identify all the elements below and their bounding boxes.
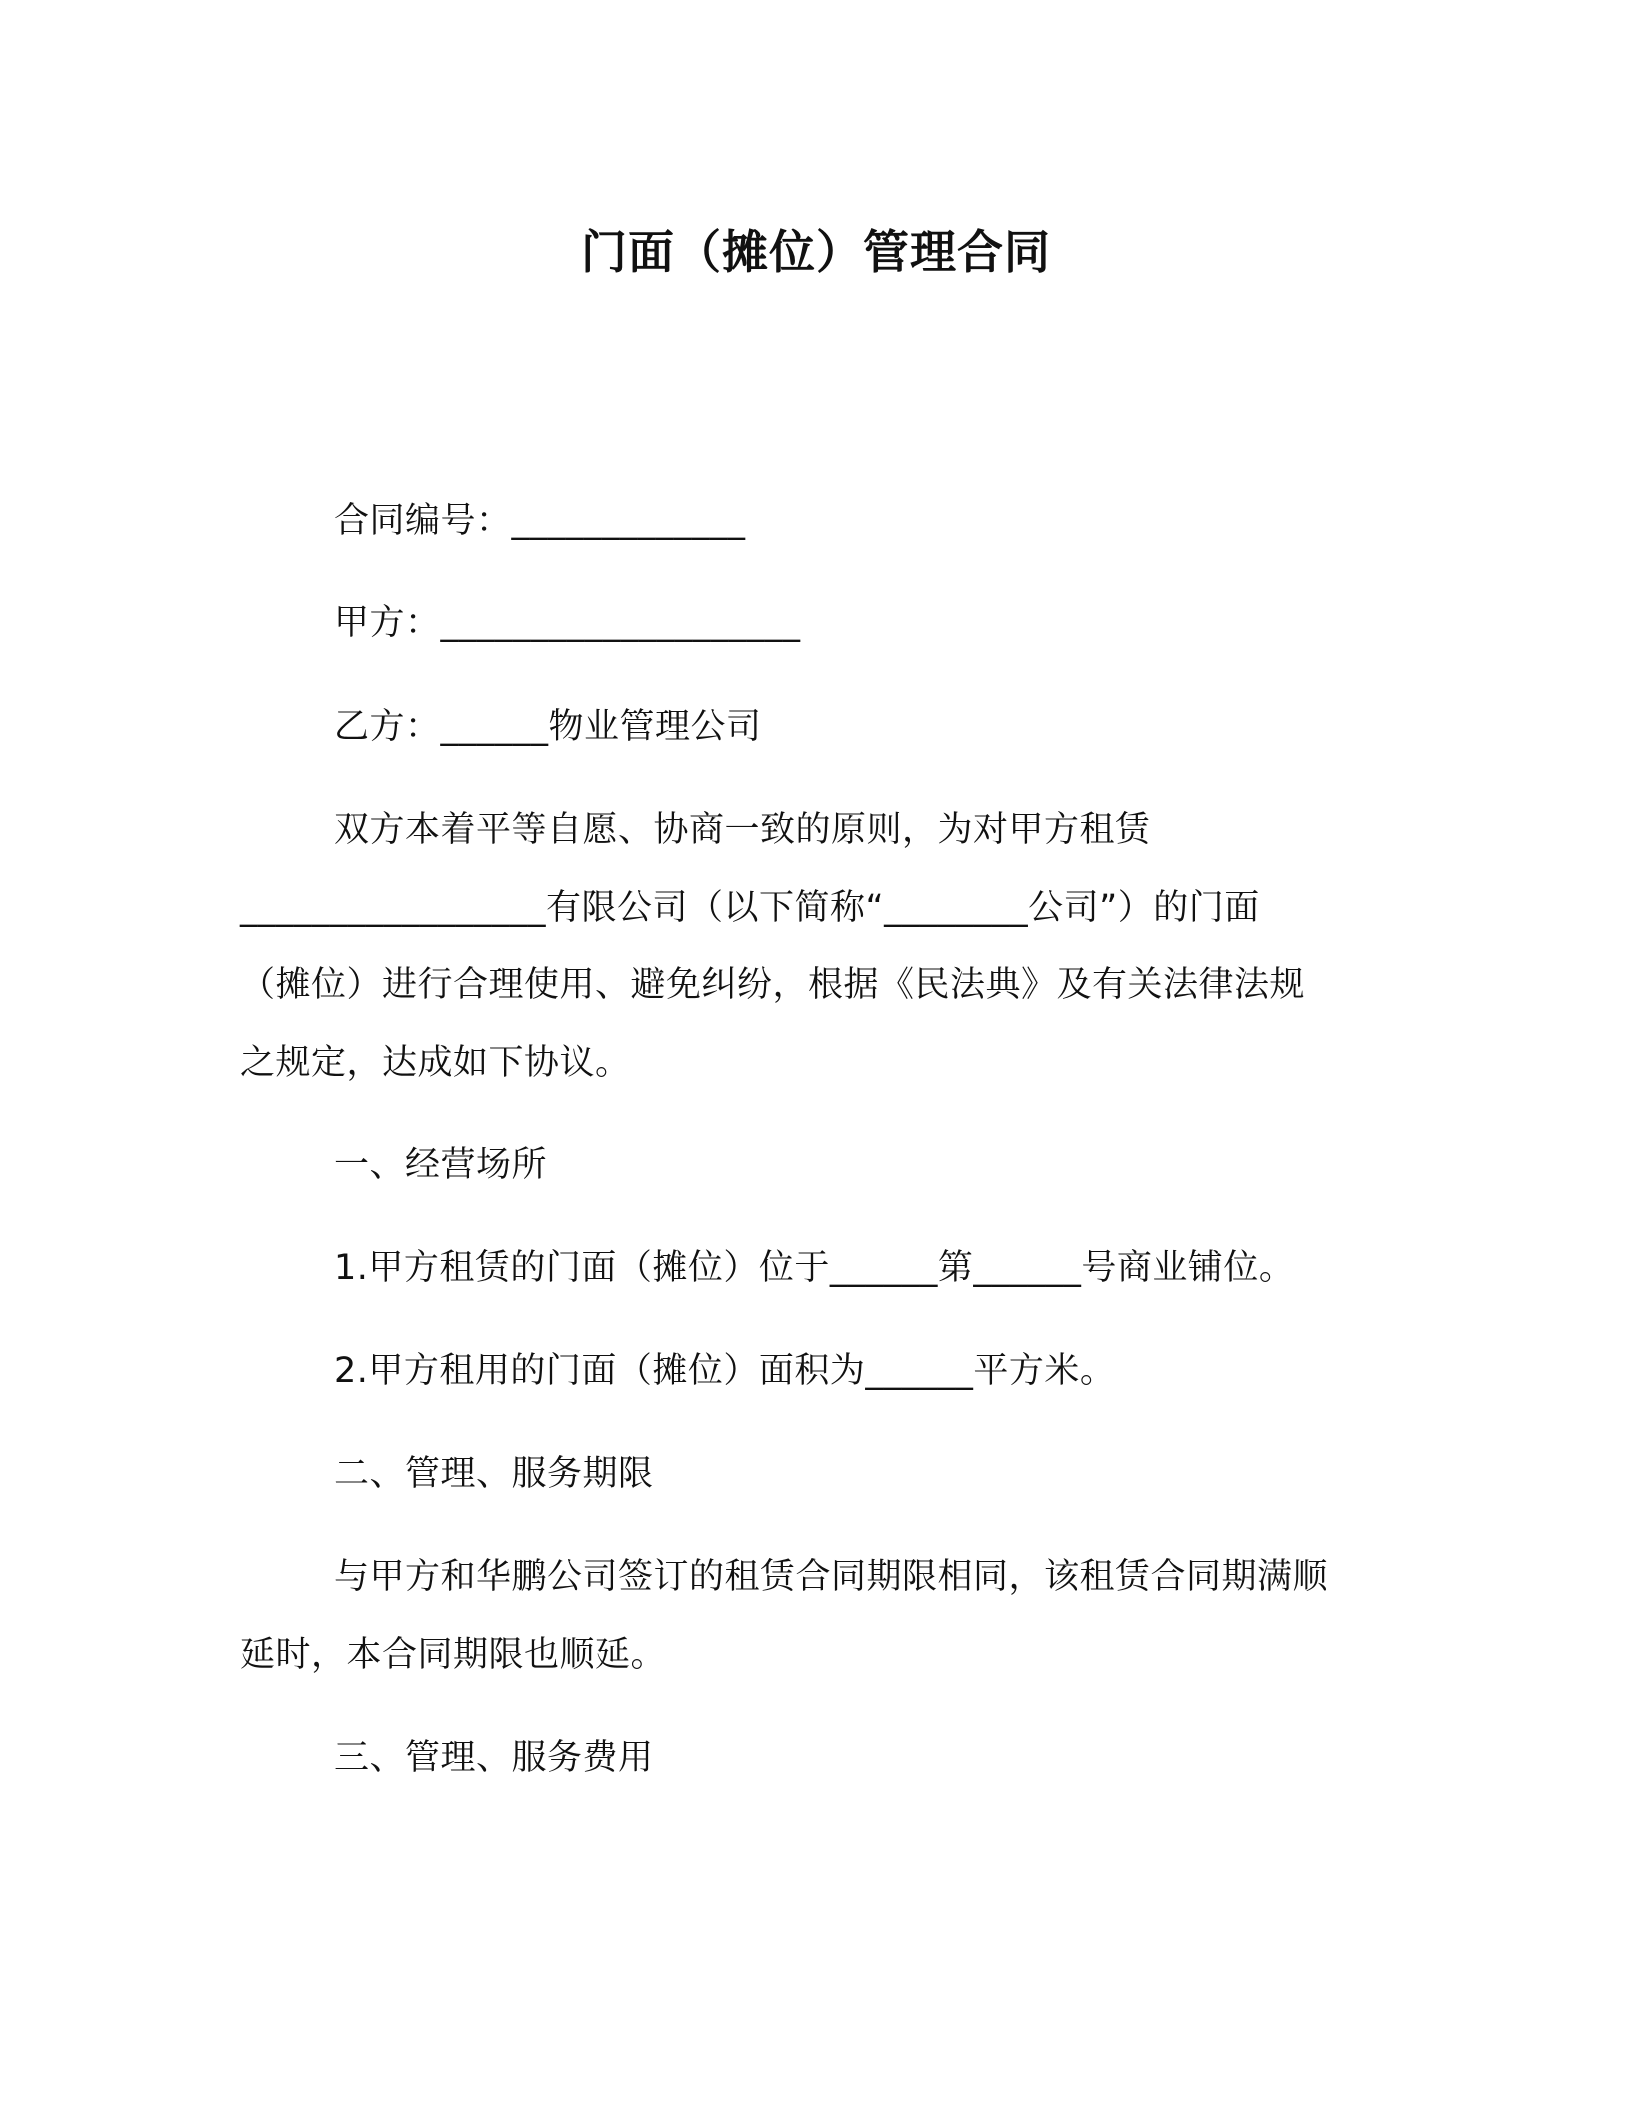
- clause-2-line-1: 与甲方和华鹏公司签订的租赁合同期限相同，该租赁合同期满顺: [334, 1557, 1329, 1597]
- preamble-line-2: _________________有限公司（以下简称“________公司”）的门面: [240, 888, 1260, 928]
- preamble-line-1: 双方本着平等自愿、协商一致的原则，为对甲方租赁: [334, 810, 1151, 850]
- contract-number-line: 合同编号：_____________: [334, 501, 746, 541]
- section-heading-3: 三、管理、服务费用: [334, 1738, 654, 1778]
- document-title: 门面（摊位）管理合同: [581, 225, 1051, 279]
- section-heading-2: 二、管理、服务期限: [334, 1454, 654, 1494]
- clause-1-1: 1.甲方租赁的门面（摊位）位于______第______号商业铺位。: [334, 1248, 1295, 1288]
- party-a-line: 甲方：____________________: [334, 603, 801, 643]
- preamble-line-4: 之规定，达成如下协议。: [240, 1043, 631, 1083]
- clause-2-line-2: 延时，本合同期限也顺延。: [240, 1635, 667, 1675]
- clause-1-2: 2.甲方租用的门面（摊位）面积为______平方米。: [334, 1351, 1116, 1391]
- party-b-line: 乙方：______物业管理公司: [334, 707, 762, 747]
- section-heading-1: 一、经营场所: [334, 1145, 548, 1185]
- preamble-line-3: （摊位）进行合理使用、避免纠纷，根据《民法典》及有关法律法规: [240, 965, 1306, 1005]
